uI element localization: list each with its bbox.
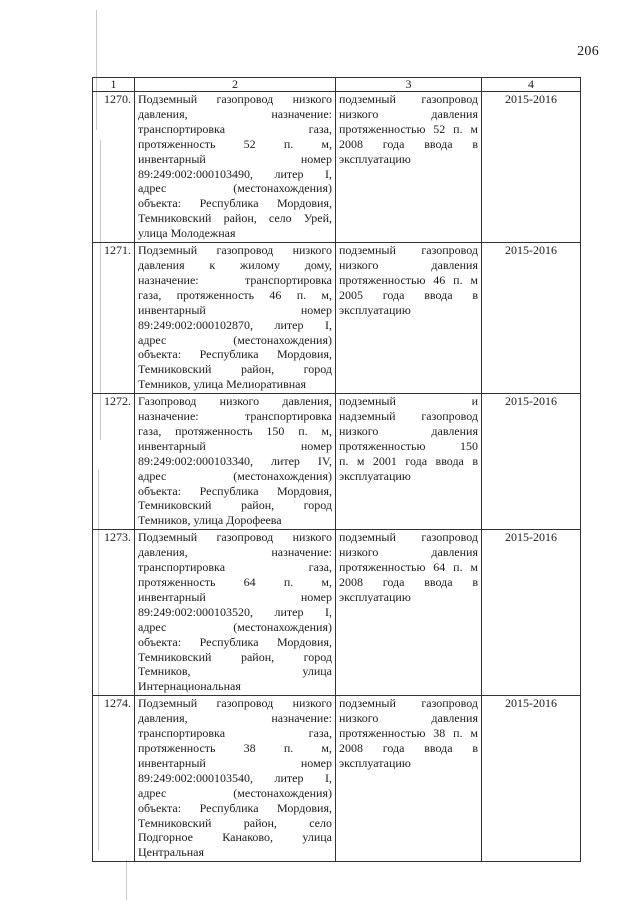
description-line: Подземный газопровод низкого bbox=[138, 696, 332, 711]
description-line: назначение: транспортировка bbox=[138, 409, 332, 424]
description-line: 89:249:002:000102870, литер I, bbox=[138, 317, 332, 332]
table-row bbox=[93, 696, 581, 862]
description-line: инвентарный номер bbox=[138, 151, 332, 166]
description-line: протяженность 64 п. м, bbox=[138, 575, 332, 589]
row-number: 1271. bbox=[93, 243, 135, 394]
type-line: 2005 года ввода в bbox=[339, 287, 478, 302]
description-line: Темниковский район, город bbox=[138, 498, 332, 513]
description-line: 89:249:002:000103520, литер I, bbox=[138, 604, 332, 619]
table-row bbox=[93, 394, 581, 530]
description-line: инвентарный номер bbox=[138, 438, 332, 453]
description-line: Интернациональная bbox=[138, 679, 241, 694]
object-type bbox=[336, 530, 482, 696]
table-row bbox=[93, 530, 581, 696]
description-line: Центральная bbox=[138, 845, 204, 860]
header-col-3: 3 bbox=[336, 78, 482, 92]
type-line: низкого давления bbox=[339, 423, 478, 438]
description-line: улица Молодежная bbox=[138, 226, 236, 241]
header-col-2: 2 bbox=[135, 78, 336, 92]
period: 2015-2016 bbox=[482, 394, 581, 530]
table-row bbox=[93, 92, 581, 243]
object-description bbox=[135, 696, 336, 862]
description-line: адрес (местонахождения) bbox=[138, 619, 332, 634]
row-number: 1272. bbox=[93, 394, 135, 530]
type-line: протяженностью 52 п. м bbox=[339, 121, 478, 136]
type-line: эксплуатацию bbox=[339, 755, 411, 770]
object-description bbox=[135, 92, 336, 243]
row-number: 1270. bbox=[93, 92, 135, 243]
description-line: транспортировка газа, bbox=[138, 560, 332, 575]
description-line: адрес (местонахождения) bbox=[138, 785, 332, 800]
description-line: транспортировка газа, bbox=[138, 121, 332, 136]
description-line: Темниковский район, село bbox=[138, 815, 332, 830]
description-line: протяженность 52 п. м, bbox=[138, 136, 332, 151]
description-line: протяженность 38 п. м, bbox=[138, 740, 332, 755]
description-line: Подземный газопровод низкого bbox=[138, 92, 332, 106]
description-line: объекта: Республика Мордовия, bbox=[138, 196, 332, 211]
description-line: 89:249:002:000103340, литер IV, bbox=[138, 453, 332, 468]
description-line: объекта: Республика Мордовия, bbox=[138, 347, 332, 362]
type-line: низкого давления bbox=[339, 106, 478, 121]
object-type bbox=[336, 394, 482, 530]
header-col-4: 4 bbox=[482, 78, 581, 92]
description-line: Подземный газопровод низкого bbox=[138, 530, 332, 545]
registry-table bbox=[92, 77, 581, 862]
type-line: эксплуатацию bbox=[339, 302, 411, 317]
object-description bbox=[135, 530, 336, 696]
description-line: инвентарный номер bbox=[138, 302, 332, 317]
type-line: протяженностью 150 bbox=[339, 438, 478, 453]
description-line: 89:249:002:000103540, литер I, bbox=[138, 770, 332, 785]
description-line: Газопровод низкого давления, bbox=[138, 394, 332, 409]
row-number: 1273. bbox=[93, 530, 135, 696]
type-line: подземный газопровод bbox=[339, 92, 478, 106]
object-type bbox=[336, 696, 482, 862]
description-line: Темников, улица Мелиоративная bbox=[138, 377, 307, 392]
object-type bbox=[336, 243, 482, 394]
page-number: 206 bbox=[577, 44, 599, 59]
table-row bbox=[93, 243, 581, 394]
description-line: адрес (местонахождения) bbox=[138, 181, 332, 196]
description-line: газа, протяженность 150 п. м, bbox=[138, 423, 332, 438]
description-line: Темниковский район, город bbox=[138, 362, 332, 377]
table-body bbox=[93, 92, 581, 862]
type-line: 2008 года ввода в bbox=[339, 740, 478, 755]
description-line: адрес (местонахождения) bbox=[138, 332, 332, 347]
row-number: 1274. bbox=[93, 696, 135, 862]
description-line: давления, назначение: bbox=[138, 711, 332, 726]
period: 2015-2016 bbox=[482, 92, 581, 243]
description-line: Подгорное Канаково, улица bbox=[138, 830, 332, 845]
description-line: Темников, улица Дорофеева bbox=[138, 513, 282, 528]
type-line: низкого давления bbox=[339, 257, 478, 272]
description-line: объекта: Республика Мордовия, bbox=[138, 800, 332, 815]
description-line: Темников, улица bbox=[138, 664, 332, 679]
description-line: объекта: Республика Мордовия, bbox=[138, 483, 332, 498]
type-line: эксплуатацию bbox=[339, 151, 411, 166]
type-line: подземный и bbox=[339, 394, 478, 409]
type-line: протяженностью 64 п. м bbox=[339, 560, 478, 575]
description-line: 89:249:002:000103490, литер I, bbox=[138, 166, 332, 181]
header-col-1: 1 bbox=[93, 78, 135, 92]
type-line: протяженностью 46 п. м bbox=[339, 272, 478, 287]
type-line: подземный газопровод bbox=[339, 696, 478, 711]
description-line: давления, назначение: bbox=[138, 106, 332, 121]
type-line: надземный газопровод bbox=[339, 409, 478, 424]
type-line: п. м 2001 года ввода в bbox=[339, 453, 478, 468]
object-description bbox=[135, 394, 336, 530]
period: 2015-2016 bbox=[482, 243, 581, 394]
description-line: назначение: транспортировка bbox=[138, 272, 332, 287]
period: 2015-2016 bbox=[482, 696, 581, 862]
description-line: инвентарный номер bbox=[138, 755, 332, 770]
description-line: Подземный газопровод низкого bbox=[138, 243, 332, 258]
description-line: Темниковский район, село Урей, bbox=[138, 211, 332, 226]
description-line: транспортировка газа, bbox=[138, 726, 332, 741]
type-line: 2008 года ввода в bbox=[339, 136, 478, 151]
period: 2015-2016 bbox=[482, 530, 581, 696]
table-header bbox=[93, 78, 581, 92]
object-description bbox=[135, 243, 336, 394]
type-line: протяженностью 38 п. м bbox=[339, 726, 478, 741]
description-line: адрес (местонахождения) bbox=[138, 468, 332, 483]
type-line: подземный газопровод bbox=[339, 243, 478, 258]
description-line: объекта: Республика Мордовия, bbox=[138, 634, 332, 649]
type-line: 2008 года ввода в bbox=[339, 575, 478, 589]
type-line: эксплуатацию bbox=[339, 589, 411, 604]
description-line: газа, протяженность 46 п. м, bbox=[138, 287, 332, 302]
description-line: давления, назначение: bbox=[138, 545, 332, 560]
description-line: инвентарный номер bbox=[138, 589, 332, 604]
description-line: Темниковский район, город bbox=[138, 649, 332, 664]
type-line: эксплуатацию bbox=[339, 468, 411, 483]
object-type bbox=[336, 92, 482, 243]
description-line: давления к жилому дому, bbox=[138, 257, 332, 272]
type-line: низкого давления bbox=[339, 545, 478, 560]
type-line: низкого давления bbox=[339, 711, 478, 726]
type-line: подземный газопровод bbox=[339, 530, 478, 545]
